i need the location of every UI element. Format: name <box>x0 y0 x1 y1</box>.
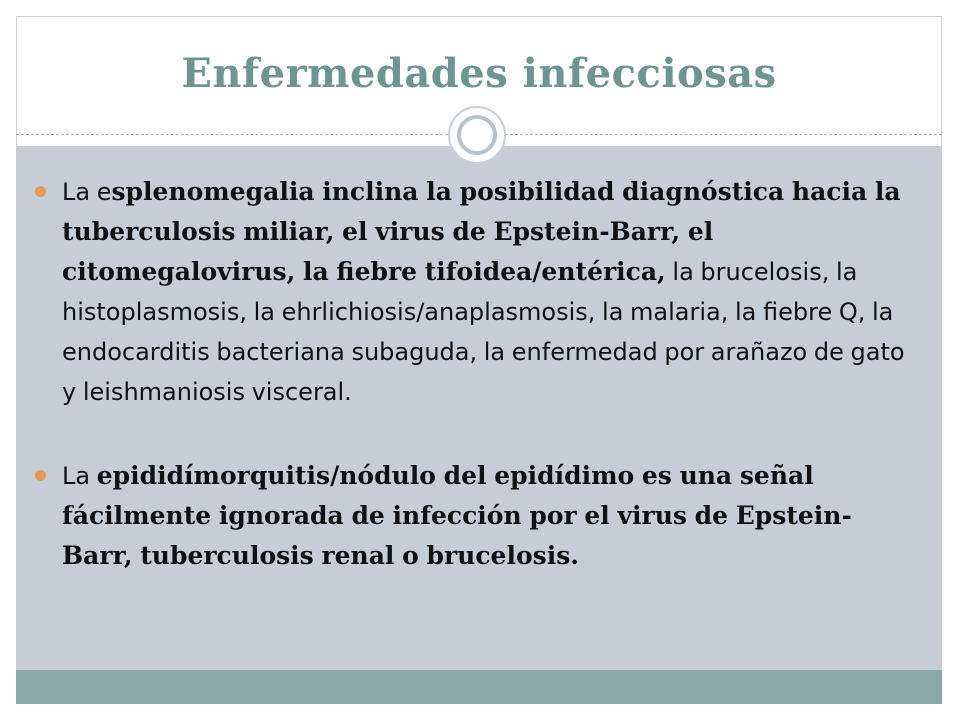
bullet-point-2 <box>16 456 942 576</box>
content-panel <box>16 146 942 670</box>
bullet-1-lead: La e <box>62 178 112 206</box>
bullet-dot-icon <box>35 470 46 481</box>
inner-ring <box>457 115 497 155</box>
bullet-point-1 <box>16 172 942 412</box>
bullet-dot-icon <box>35 186 46 197</box>
bullet-1-bold: splenomegalia inclina la posibilidad diagnóstica hacia la tuberculosis miliar, el virus de Epstein-Barr, el citomegalovirus, la fiebre tifoidea/entérica, <box>62 177 901 286</box>
bullet-list <box>16 172 942 576</box>
bullet-2-lead: La <box>62 462 97 490</box>
bullet-1-rest: la brucelosis, la histoplasmosis, la ehrlichiosis/anaplasmosis, la malaria, la fiebre Q, la endocarditis bacteriana subaguda, la enfermedad por arañazo de gato y leishmaniosis visceral. <box>62 258 905 406</box>
bullet-2-bold: epididímorquitis/nódulo del epidídimo es una señal fácilmente ignorada de infección por el virus de Epstein-Barr, tuberculosis renal o brucelosis. <box>62 461 852 570</box>
double-ring-ornament-icon <box>448 106 506 164</box>
slide-title: Enfermedades infecciosas <box>181 50 777 97</box>
footer-band <box>16 670 942 704</box>
